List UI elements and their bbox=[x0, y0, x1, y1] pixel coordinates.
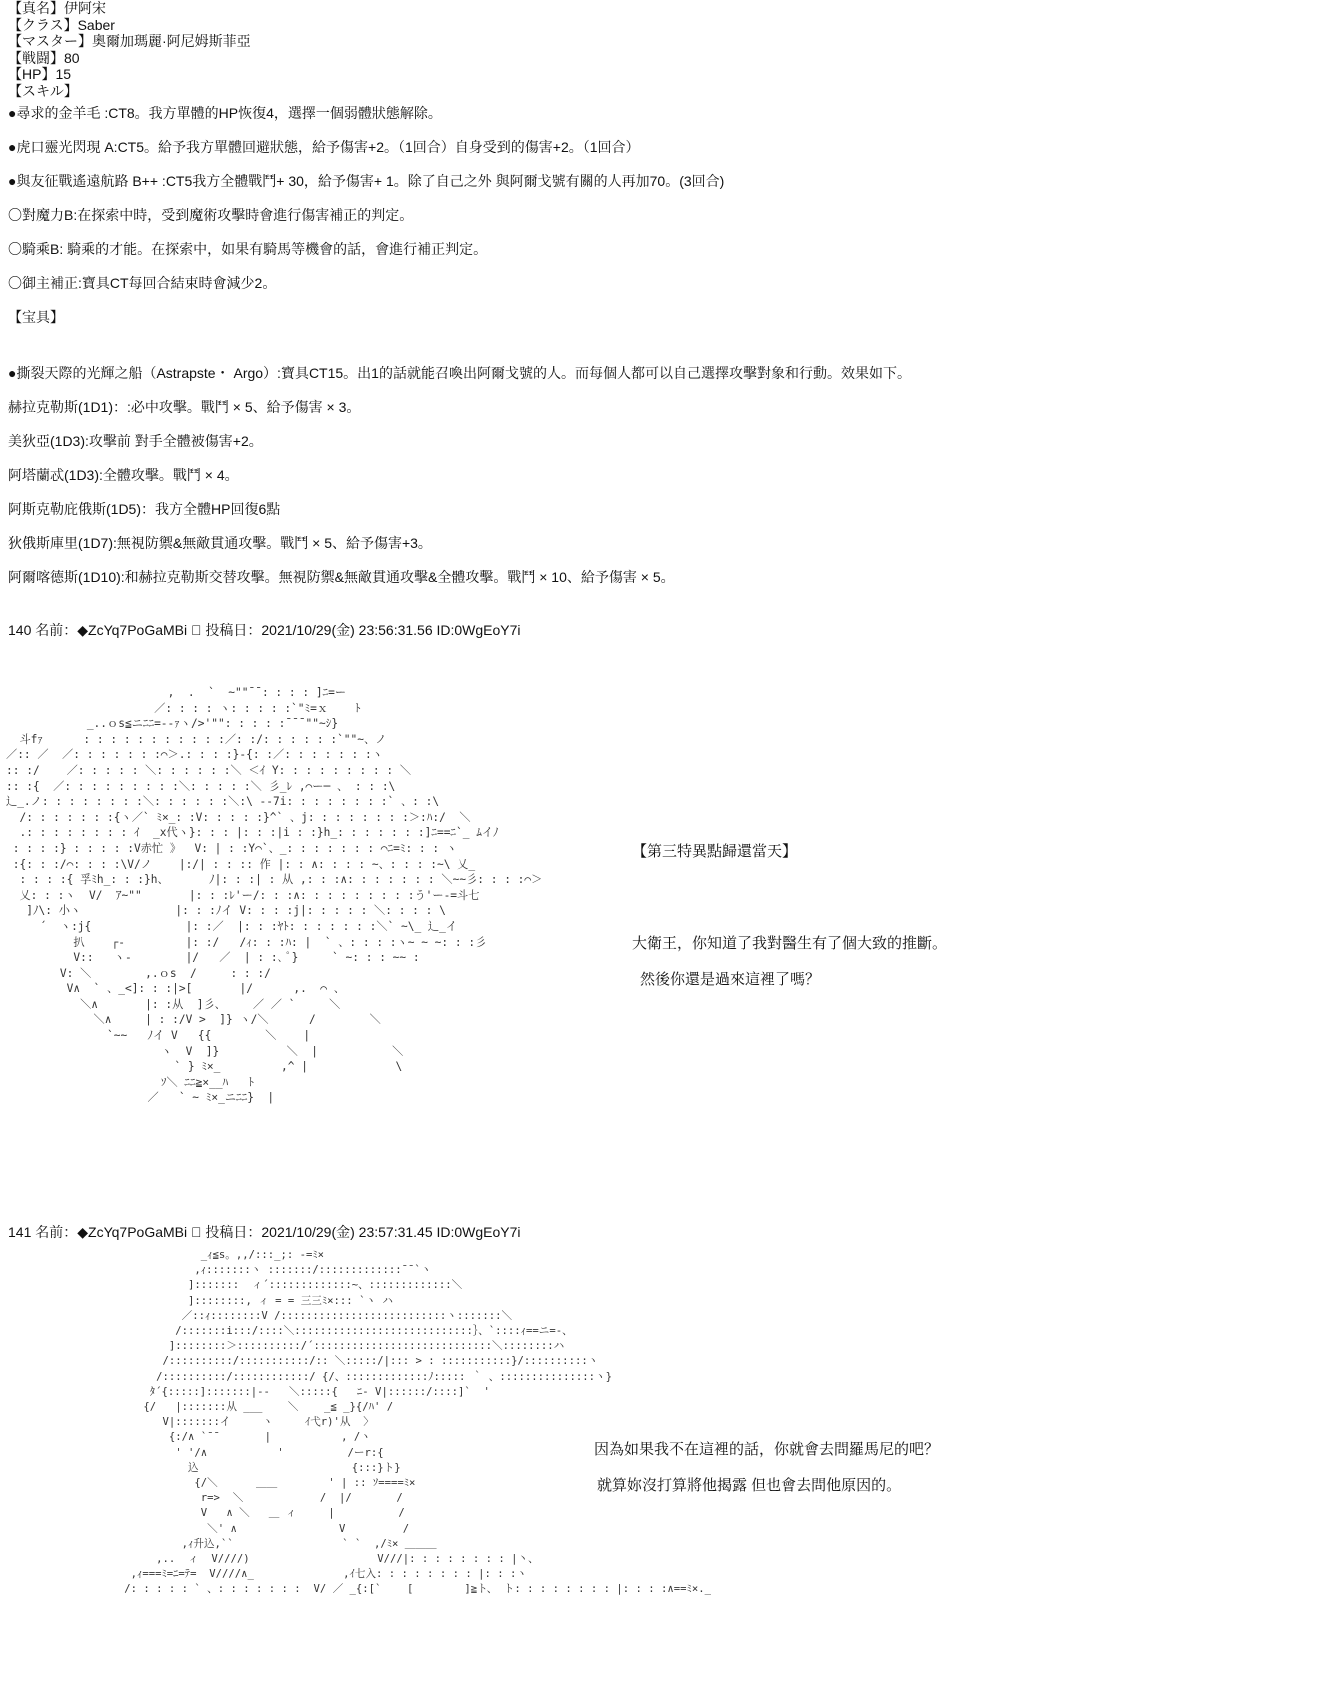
post-meta: 141 名前：◆ZcYq7PoGaMBi ⃞ 投稿日：2021/10/29(金) 23:57:31.45 ID:0WgEoY7i bbox=[8, 1224, 521, 1240]
battle-stat: 【戦闘】80 bbox=[8, 49, 80, 66]
skill-line: ●與友征戰遙遠航路 B++ :CT5我方全體戰鬥+ 30，給予傷害+ 1。除了自己之外 與阿爾戈號有關的人再加70。(3回合) bbox=[8, 173, 725, 189]
skill-line: 〇御主補正:寶具CT每回合結束時會減少2。 bbox=[8, 275, 277, 291]
dialogue-line: 就算妳沒打算將他揭露 但也會去問他原因的。 bbox=[597, 1477, 902, 1494]
ascii-art-character-2: _ｨ≦s。,,/:::_;: -=ﾐ× ,ｨ:::::::ヽ :::::::/:::::::::::::¯¯`ヽ ]::::::: ィ´:::::::::::::~、:::::::::::::＼ ]::::::::, ィ = = 三三ﾐ×::: `ヽ ハ ／::ｨ::::::::V /::::::::::::::::::::::::::ヽ:::::::＼ /:::::::i:::/::::＼::::::::::::::::::::::::::::｝、`::::ｨ==ニ=-、 ]::::::::＞::::::::::/´::::::::::::::::::::::::::::＼::::::::ハ /::::::::::/:::::::::::/:: ＼:::::/|::: > : :::::::::::}/::::::::::ヽ /::::::::::/::::::::::::/ {/、:::::::::::::ﾉ::::: ｀ 、:::::::::::::::ヽ} ﾀ´{:::::]:::::::|-‐ ＼:::::{ ﾆ‐ V|::::::/::::]` ' {/ |:::::::从 ___ ＼ _≦ _}{/ﾊ' / V|:::::::イ ヽ ｲ弋r)'从 〉 {:/∧ `¯¯ | , /ヽ ' '/∧ ' /ーr:{ 込 {:::}ト} {/＼ ＿＿ ' | :: ｿ====ﾐ× r=> ＼ / |/ / V ∧ ＼ ＿ ィ | / ＼' ∧ V / ,ｨ升込,`` ` ` ,/ﾐ× ＿＿＿ ,.. ィ V////) V///|: : : : : : : : |丶、 ,ｨ===ﾐ=ﾆ=ﾃ= V////∧_ ,ｲ七入: : : : : : : : |: : :ヽ /: : : : : ` 、: : : : : : : V/ ／ _{:[` [ ]≧ト、 ト: : : : : : : : |: : : :∧==ﾐ×._ bbox=[124, 1249, 711, 1596]
dialogue-line: 因為如果我不在這裡的話，你就會去問羅馬尼的吧？ bbox=[594, 1441, 940, 1458]
dialogue-line: 然後你還是過來這裡了嗎？ bbox=[640, 971, 821, 988]
np-line: 阿塔蘭忒(1D3):全體攻擊。戰鬥 × 4。 bbox=[8, 467, 239, 483]
skill-heading: 【スキル】 bbox=[8, 82, 78, 99]
dialogue-line: 【第三特異點歸還當天】 bbox=[632, 843, 798, 860]
noble-phantasm-heading: 【宝具】 bbox=[8, 309, 64, 325]
np-line: 阿爾喀德斯(1D10):和赫拉克勒斯交替攻擊。無視防禦&無敵貫通攻擊&全體攻擊。戰鬥 × 10、給予傷害 × 5。 bbox=[8, 569, 675, 585]
dialogue-line: 大衛王，你知道了我對醫生有了個大致的推斷。 bbox=[632, 935, 948, 952]
skill-line: 〇騎乘B: 騎乘的才能。在探索中，如果有騎馬等機會的話，會進行補正判定。 bbox=[8, 241, 488, 257]
np-line: 赫拉克勒斯(1D1)：:必中攻擊。戰鬥 × 5、給予傷害 × 3。 bbox=[8, 399, 361, 415]
character-sheet-header bbox=[8, 0, 251, 99]
skill-line: ●虎口靈光閃現 A:CT5。給予我方單體回避狀態，給予傷害+2。（1回合）自身受到的傷害+2。（1回合） bbox=[8, 139, 640, 155]
ascii-art-character-1: , . ` ~""¯¯: : : : ]ﾆ=ー ／: : : : ヽ: : : : :`"ﾐ=ｘ ﾄ _..ｏs≦ニﾆﾆ=-‐ｧヽ/>'"": : : : :¯¯¯""~ｼ} 斗fｧ : : : : : : : : : : :／: :/: : : : : :`""~、ノ ／:: ／ ／: : : : : : :⌒＞.: : : :}-{: :／: : : : : : :ヽ :: :/ ／: : : : : ＼: : : : : :＼ ＜ｲ Y: : : : : : : : : ＼ :: :{ ／: : : : : : : : :＼: : : : :＼ 彡_ﾚ ,⌒ー─ 、 : : :\ 辶_.ノ: : : : : : : :＼: : : : : :＼:\ --7i: : : : : : : :` 、: :\ /: : : : : : :{ヽ／` ﾐ×_: :V: : : : :}^` 、j: : : : : : : :＞:ﾊ:/ ＼ .: : : : : : : : ｲ _x代ヽ}: : : |: : :|i : :}h_: : : : : : :]ﾆ==ﾆ`_ ﾑイﾉ : : : :} : : : : :V赤忙 》 V: | : :Y⌒`、_: : : : : : : ⌒ﾆ=ﾐ: : : ヽ :{: : :/⌒: : : :\V/ノ |:/| : : :: 作 |: : ∧: : : : ~、: : : :~\ 乂_ : : : :{ 孚ﾐh_: : :}h、 ﾉ|: : :| : 从 ,: : :∧: : : : : : : ＼~~彡: : : :⌒＞ 乂: : :ヽ V/ ｱ~"" |: : :ﾚ'ー/: : :∧: : : : : : : : :う'ー‐=斗七 ]ﾉ\: 小ヽ |: : :ﾉイ V: : : :j|: : : : : ＼: : : : \ ´ ヽ:j{ |: :／ |: : :ﾔﾄ: : : : : : :＼` ~\_ 辶_イ 扒 ┌- |: :/ /ｨ: : :ﾊ: | ` 、: : : :ヽ~ ~ ~: : :彡 V:: ヽ- |/ ／ | : :､ ﾟ} ` ~: : : ~~ : V: ＼ ,.ｏs / : : :/ V∧ ` 、_<]: : :|>[ |/ ,. ⌒ 、 ＼∧ |: :从 ]彡、 ／ ／ ` ＼ ＼∧ | : :/V > ]} ヽ/＼ / ＼ `~~ ﾉイ V {{ ＼ | ヽ V ]} ＼ | ＼ ` } ﾐ×_ ,^ | \ ｿ＼ ﾆﾆ≧×__ﾊ ﾄ ／ ` ~ ﾐ×_ニﾆﾆ} | bbox=[6, 686, 543, 1105]
np-line: 美狄亞(1D3):攻擊前 對手全體被傷害+2。 bbox=[8, 433, 263, 449]
np-line: ●撕裂天際的光輝之船（Astrapste・ Argo）:寶具CT15。出1的話就能召喚出阿爾戈號的人。而每個人都可以自己選擇攻擊對象和行動。效果如下。 bbox=[8, 365, 911, 381]
skill-line: ●尋求的金羊毛 :CT8。我方單體的HP恢復4，選擇一個弱體狀態解除。 bbox=[8, 105, 442, 121]
master-line: 【マスター】奧爾加瑪麗·阿尼姆斯菲亞 bbox=[8, 33, 251, 49]
true-name: 【真名】伊阿宋 bbox=[8, 0, 106, 16]
class-line: 【クラス】Saber bbox=[8, 16, 115, 33]
np-line: 阿斯克勒庇俄斯(1D5)：我方全體HP回復6點 bbox=[8, 501, 281, 517]
hp-stat: 【HP】15 bbox=[8, 66, 72, 82]
post-meta: 140 名前：◆ZcYq7PoGaMBi ⃞ 投稿日：2021/10/29(金) 23:56:31.56 ID:0WgEoY7i bbox=[8, 622, 521, 638]
skill-line: 〇對魔力B:在探索中時，受到魔術攻擊時會進行傷害補正的判定。 bbox=[8, 207, 414, 223]
np-line: 狄俄斯庫里(1D7):無視防禦&無敵貫通攻擊。戰鬥 × 5、給予傷害+3。 bbox=[8, 535, 432, 551]
